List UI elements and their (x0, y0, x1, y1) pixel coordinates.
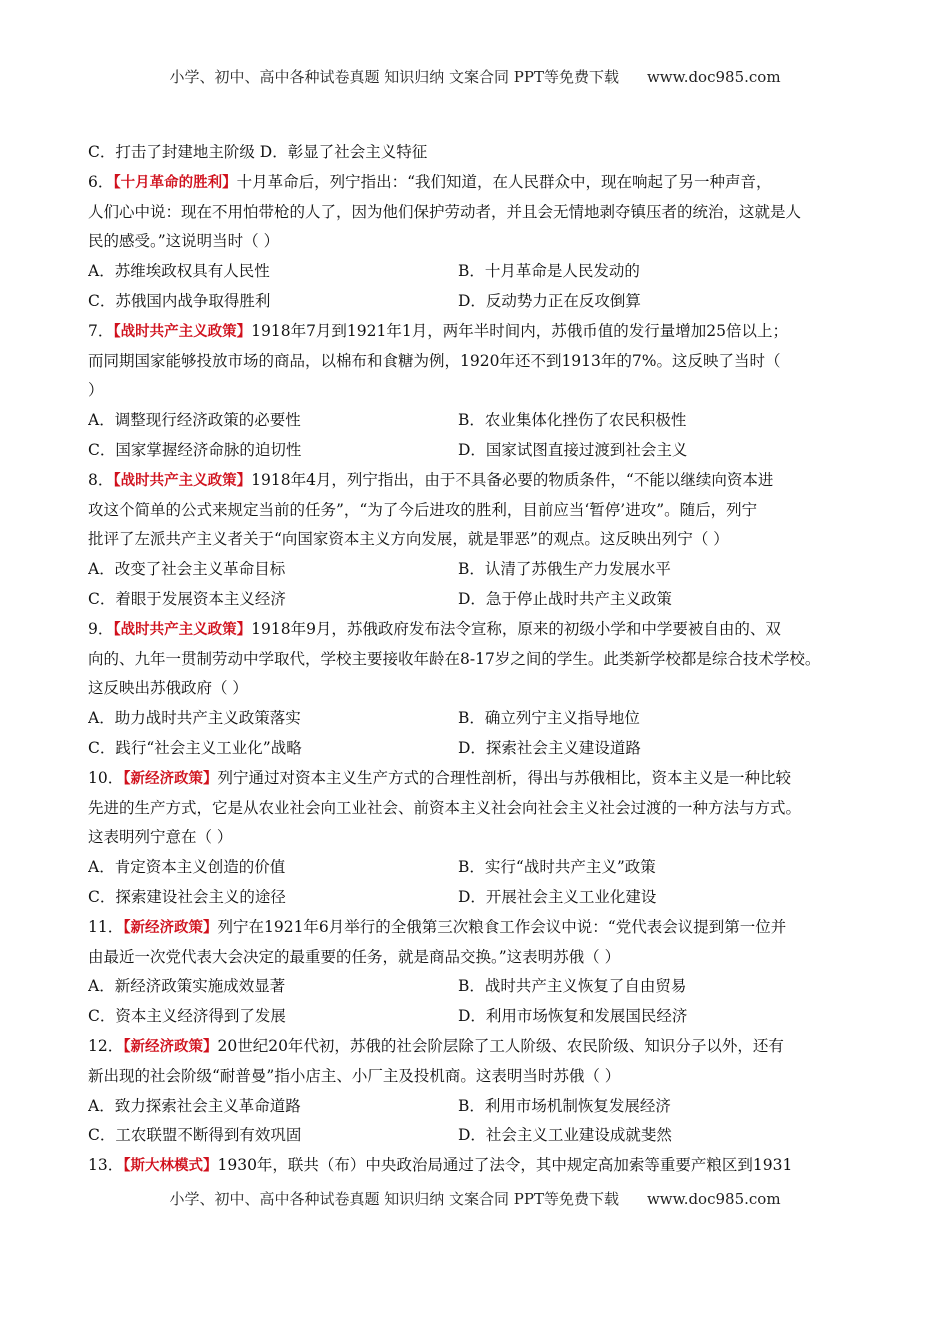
question-text-line (88, 376, 864, 406)
option-row (88, 704, 864, 734)
answer-option: A．助力战时共产主义政策落实 (88, 709, 301, 728)
question-topic-tag: 【十月革命的胜利】 (113, 174, 237, 191)
question-text: 而同期国家能够投放市场的商品，以棉布和食糖为例，1920年还不到1913年的7%。这反映了当时（ (88, 351, 781, 370)
option-row (88, 1092, 864, 1122)
option-row (88, 257, 864, 287)
question-text: 新出现的社会阶级“耐普曼”指小店主、小厂主及投机商。这表明当时苏俄（ ） (88, 1066, 621, 1085)
question-block (88, 1032, 864, 1151)
question-text-line (88, 466, 864, 496)
question-block (88, 615, 864, 764)
answer-option: D．社会主义工业建设成就斐然 (458, 1126, 672, 1145)
answer-option: D．国家试图直接过渡到社会主义 (458, 440, 688, 459)
intro-options-line: C．打击了封建地主阶级 D．彰显了社会主义特征 (88, 143, 428, 161)
question-text: 向的、九年一贯制劳动中学取代，学校主要接收年龄在8-17岁之间的学生。此类新学校都是综合技术学校。 (88, 649, 821, 668)
question-block (88, 466, 864, 615)
answer-option: C．苏俄国内战争取得胜利 (88, 291, 271, 310)
question-topic-tag: 【新经济政策】 (123, 919, 218, 936)
question-number: 8． (88, 470, 114, 489)
option-row (88, 883, 864, 913)
question-text-line (88, 317, 864, 347)
answer-option: A．苏维埃政权具有人民性 (88, 262, 270, 281)
answer-option: C．着眼于发展资本主义经济 (88, 589, 286, 608)
option-row (88, 853, 864, 883)
question-text: 这表明列宁意在（ ） (88, 828, 233, 847)
answer-option: B．确立列宁主义指导地位 (458, 709, 640, 728)
question-topic-tag: 【斯大林模式】 (123, 1158, 218, 1175)
question-text-line (88, 227, 864, 257)
answer-option: B．实行“战时共产主义”政策 (458, 858, 656, 877)
question-topic-tag: 【战时共产主义政策】 (113, 621, 252, 638)
answer-option: A．致力探索社会主义革命道路 (88, 1096, 301, 1115)
question-number: 10． (88, 768, 124, 787)
option-row (88, 287, 864, 317)
question-text-line (88, 943, 864, 973)
question-text: 由最近一次党代表大会决定的最重要的任务，就是商品交换。”这表明苏俄（ ） (88, 947, 621, 966)
answer-option: A．改变了社会主义革命目标 (88, 560, 286, 579)
question-list (88, 168, 864, 1181)
question-text: 批评了左派共产主义者关于“向国家资本主义方向发展，就是罪恶”的观点。这反映出列宁（ ） (88, 530, 729, 549)
option-row (88, 436, 864, 466)
answer-option: A．新经济政策实施成效显著 (88, 977, 286, 996)
question-text-line (88, 496, 864, 526)
question-text-line (88, 168, 864, 198)
answer-option: C．国家掌握经济命脉的迫切性 (88, 440, 302, 459)
question-block (88, 1151, 864, 1181)
question-text: ） (88, 381, 104, 400)
question-text: 1918年9月，苏俄政府发布法令宣称，原来的初级小学和中学要被自由的、双 (251, 619, 781, 638)
question-topic-tag: 【战时共产主义政策】 (113, 472, 252, 489)
answer-option: D．利用市场恢复和发展国民经济 (458, 1007, 688, 1026)
answer-option: B．认清了苏俄生产力发展水平 (458, 560, 671, 579)
question-block (88, 913, 864, 1032)
option-row (88, 734, 864, 764)
question-topic-tag: 【战时共产主义政策】 (113, 323, 252, 340)
question-text: 先进的生产方式，它是从农业社会向工业社会、前资本主义社会向社会主义社会过渡的一种方法与方式。 (88, 798, 802, 817)
question-text: 民的感受。”这说明当时（ ） (88, 232, 280, 251)
question-text-line (88, 615, 864, 645)
question-block (88, 168, 864, 317)
option-row (88, 555, 864, 585)
answer-option: C．探索建设社会主义的途径 (88, 887, 286, 906)
question-block (88, 317, 864, 466)
question-text: 攻这个简单的公式来规定当前的任务”，“为了今后进攻的胜利，目前应当‘暂停’进攻”。随后，列宁 (88, 500, 758, 519)
question-text-line (88, 674, 864, 704)
question-number: 7． (88, 321, 114, 340)
question-text-line (88, 645, 864, 675)
question-text-line (88, 823, 864, 853)
question-number: 9． (88, 619, 114, 638)
footer-text: 小学、初中、高中各种试卷真题 知识归纳 文案合同 PPT等免费下载 (169, 1190, 619, 1208)
question-text-line (88, 347, 864, 377)
question-block (88, 764, 864, 913)
question-topic-tag: 【新经济政策】 (123, 1038, 218, 1055)
answer-option: B．战时共产主义恢复了自由贸易 (458, 977, 687, 996)
header-text: 小学、初中、高中各种试卷真题 知识归纳 文案合同 PPT等免费下载 (169, 68, 619, 86)
question-text: 十月革命后，列宁指出：“我们知道，在人民群众中，现在响起了另一种声音， (236, 172, 772, 191)
document-body (88, 138, 864, 1181)
page-header (0, 66, 950, 87)
answer-option: A．调整现行经济政策的必要性 (88, 411, 301, 430)
answer-option: C．践行“社会主义工业化”战略 (88, 738, 302, 757)
question-number: 12． (88, 1036, 124, 1055)
question-text-line (88, 1062, 864, 1092)
option-row (88, 1002, 864, 1032)
answer-option: B．利用市场机制恢复发展经济 (458, 1096, 671, 1115)
question-text: 这反映出苏俄政府（ ） (88, 679, 248, 698)
question-number: 13． (88, 1156, 124, 1175)
answer-option: D．探索社会主义建设道路 (458, 738, 641, 757)
question-topic-tag: 【新经济政策】 (123, 770, 218, 787)
answer-option: D．开展社会主义工业化建设 (458, 887, 657, 906)
question-text-line (88, 1151, 864, 1181)
page-footer (0, 1188, 950, 1209)
question-text-line (88, 764, 864, 794)
question-text: 列宁通过对资本主义生产方式的合理性剖析，得出与苏俄相比，资本主义是一种比较 (217, 768, 791, 787)
question-text-line (88, 913, 864, 943)
option-row (88, 585, 864, 615)
question-text: 20世纪20年代初，苏俄的社会阶层除了工人阶级、农民阶级、知识分子以外，还有 (217, 1036, 784, 1055)
option-row (88, 972, 864, 1002)
question-text: 列宁在1921年6月举行的全俄第三次粮食工作会议中说：“党代表会议提到第一位并 (217, 917, 787, 936)
question-text-line (88, 525, 864, 555)
answer-option: C．工农联盟不断得到有效巩固 (88, 1126, 302, 1145)
question-number: 6． (88, 172, 114, 191)
answer-option: B．农业集体化挫伤了农民积极性 (458, 411, 687, 430)
question-text-line (88, 1032, 864, 1062)
question-text: 1918年4月，列宁指出，由于不具备必要的物质条件，“不能以继续向资本进 (251, 470, 774, 489)
question-number: 11． (88, 917, 124, 936)
question-text-line (88, 794, 864, 824)
header-site: www.doc985.com (646, 68, 781, 86)
answer-option: C．资本主义经济得到了发展 (88, 1007, 286, 1026)
footer-site: www.doc985.com (646, 1190, 781, 1208)
answer-option: A．肯定资本主义创造的价值 (88, 858, 286, 877)
question-text-line (88, 198, 864, 228)
option-row (88, 1121, 864, 1151)
answer-option: D．急于停止战时共产主义政策 (458, 589, 672, 608)
option-row (88, 406, 864, 436)
answer-option: B．十月革命是人民发动的 (458, 262, 640, 281)
answer-option: D．反动势力正在反攻倒算 (458, 291, 641, 310)
question-text: 1918年7月到1921年1月，两年半时间内，苏俄币值的发行量增加25倍以上； (251, 321, 788, 340)
question-text: 1930年，联共（布）中央政治局通过了法令，其中规定高加索等重要产粮区到1931 (217, 1156, 793, 1175)
question-text: 人们心中说：现在不用怕带枪的人了，因为他们保护劳动者，并且会无情地剥夺镇压者的统治，这就是人 (88, 202, 802, 221)
